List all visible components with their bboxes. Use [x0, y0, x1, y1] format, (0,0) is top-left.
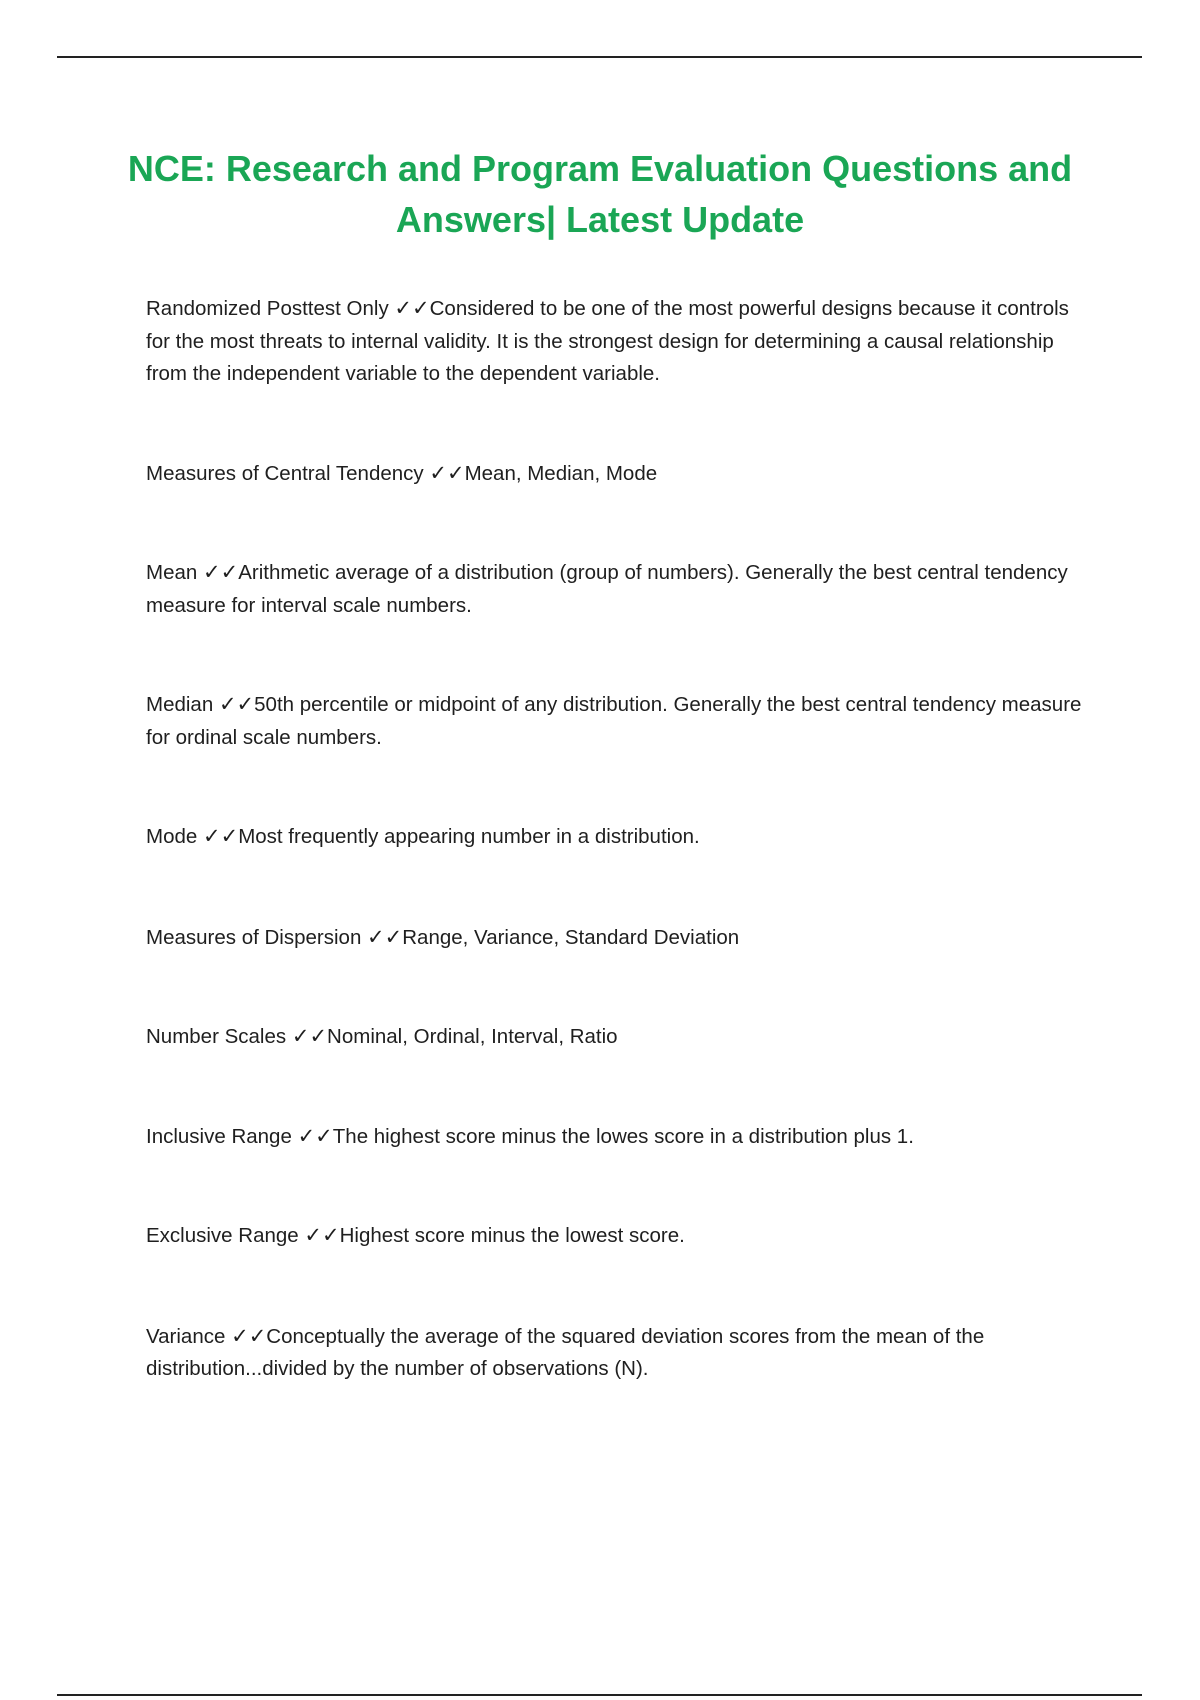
qa-entry — [146, 556, 1096, 622]
entry-definition: Nominal, Ordinal, Interval, Ratio — [327, 1025, 618, 1048]
bottom-rule — [57, 1694, 1142, 1696]
entry-term: Mean — [146, 561, 203, 584]
qa-entry — [146, 1020, 1096, 1054]
entry-definition: 50th percentile or midpoint of any distribution. Generally the best central tendency measure for ordinal scale numbers. — [146, 693, 1082, 749]
entry-definition: Mean, Median, Mode — [464, 461, 658, 485]
page-title: NCE: Research and Program Evaluation Questions and Answers| Latest Update — [127, 148, 1073, 240]
entry-term: Exclusive Range — [146, 1224, 305, 1247]
entry-definition: Conceptually the average of the squared deviation scores from the mean of the distribution...divided by the number of observations (N). — [146, 1324, 985, 1380]
qa-entry — [146, 688, 1096, 754]
double-check-icon: ✓✓ — [218, 692, 255, 716]
top-rule — [57, 56, 1142, 58]
double-check-icon: ✓✓ — [297, 1123, 333, 1148]
entry-term: Mode — [146, 825, 203, 848]
double-check-icon: ✓✓ — [202, 560, 239, 584]
qa-entry — [146, 921, 1096, 955]
entry-term: Variance — [146, 1324, 232, 1348]
qa-entry — [146, 457, 1096, 491]
qa-list — [146, 292, 1096, 1386]
entry-term: Measures of Dispersion — [146, 925, 368, 949]
double-check-icon: ✓✓ — [202, 824, 239, 848]
entry-term: Median — [146, 693, 219, 716]
double-check-icon: ✓✓ — [304, 1223, 340, 1247]
entry-term: Inclusive Range — [146, 1124, 298, 1148]
entry-definition: Arithmetic average of a distribution (group of numbers). Generally the best central tendency measure for interval scale numbers. — [146, 561, 1068, 617]
entry-definition: Range, Variance, Standard Deviation — [402, 925, 740, 949]
qa-entry — [146, 820, 1096, 854]
qa-entry — [146, 292, 1096, 391]
entry-term: Number Scales — [146, 1025, 292, 1048]
double-check-icon: ✓✓ — [231, 1323, 267, 1348]
double-check-icon: ✓✓ — [367, 924, 403, 949]
qa-entry — [146, 1120, 1096, 1154]
double-check-icon: ✓✓ — [429, 460, 465, 485]
entry-term: Measures of Central Tendency — [146, 461, 430, 485]
entry-definition: The highest score minus the lowes score in a distribution plus 1. — [332, 1124, 914, 1148]
entry-term: Randomized Posttest Only — [146, 297, 395, 320]
double-check-icon: ✓✓ — [291, 1024, 328, 1048]
qa-entry — [146, 1219, 1096, 1253]
double-check-icon: ✓✓ — [394, 296, 430, 320]
entry-definition: Most frequently appearing number in a distribution. — [238, 825, 700, 848]
qa-entry — [146, 1320, 1096, 1386]
entry-definition: Highest score minus the lowest score. — [339, 1224, 685, 1247]
entry-definition: Considered to be one of the most powerful designs because it controls for the most threats to internal validity. It is the strongest design for determining a causal relationship from the independent variable to the dependent variable. — [146, 297, 1069, 385]
